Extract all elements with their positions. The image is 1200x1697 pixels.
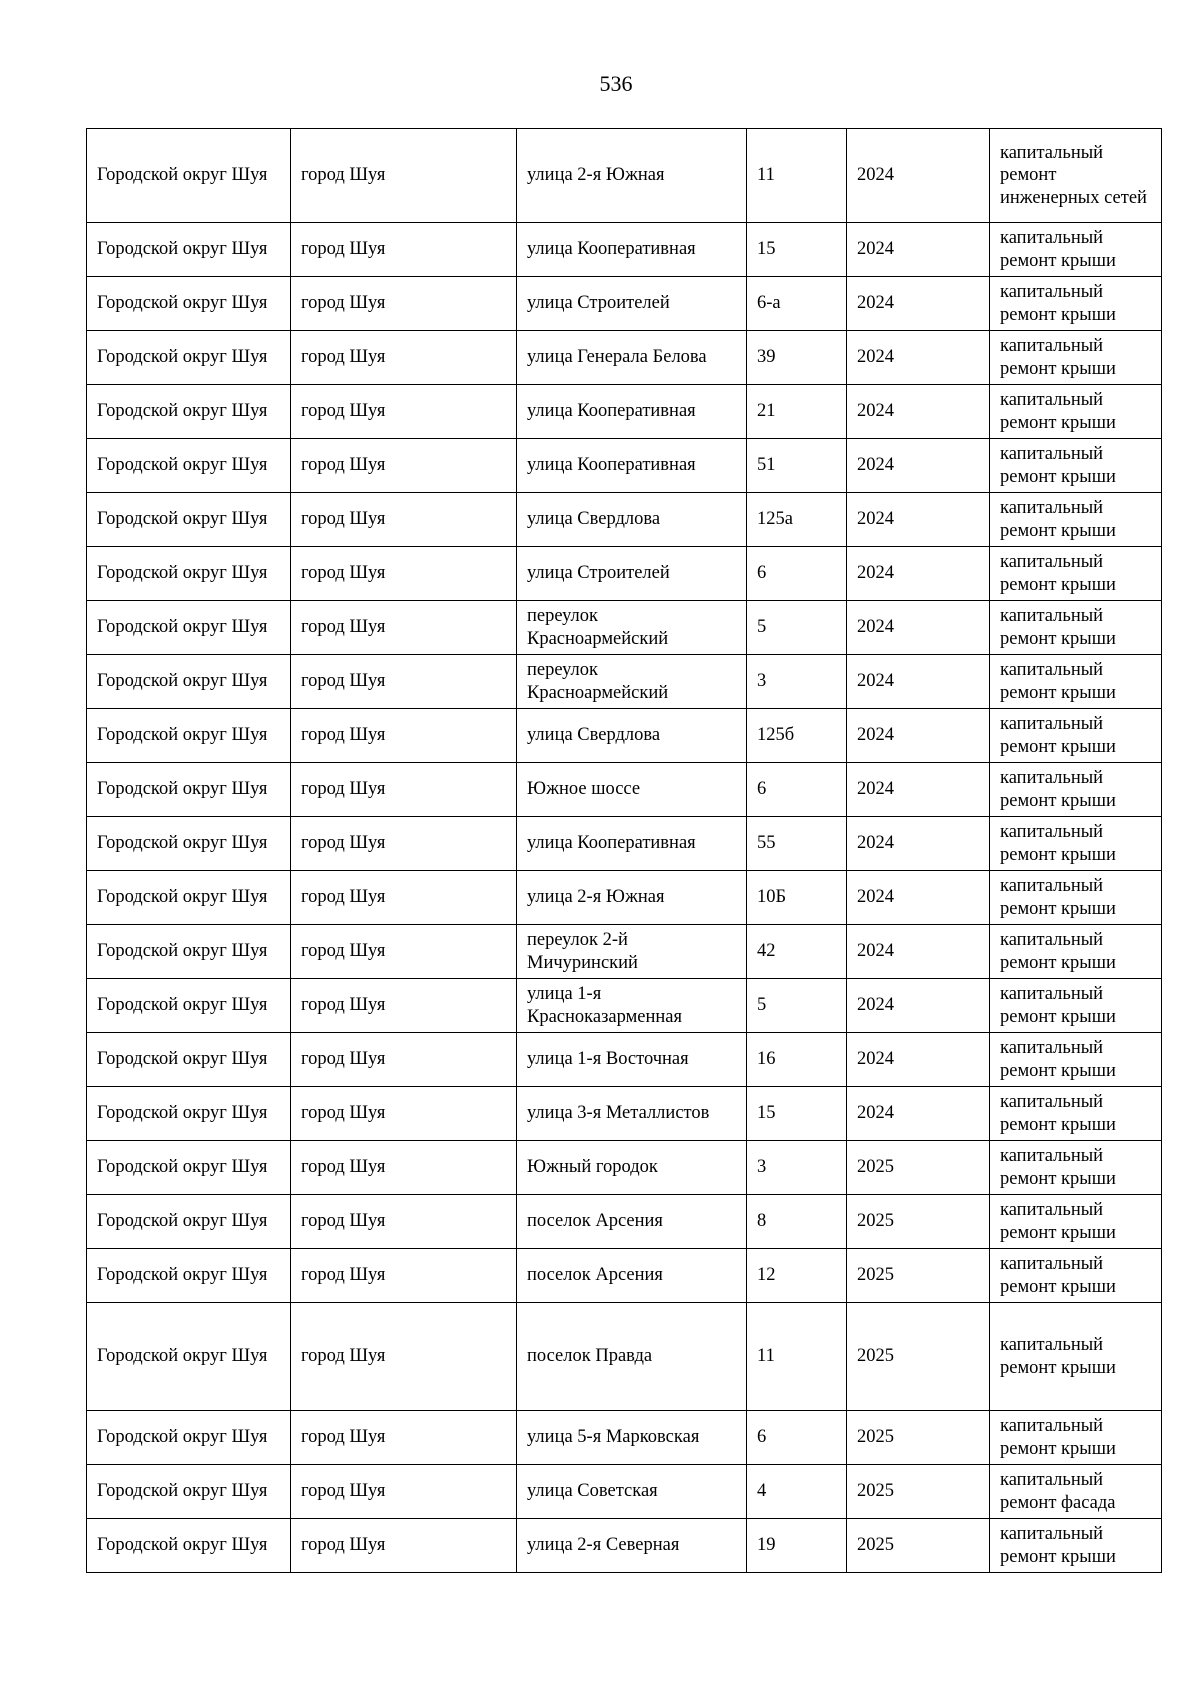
work-type-cell: капитальный ремонт крыши [990, 331, 1162, 385]
work-type-cell: капитальный ремонт крыши [990, 871, 1162, 925]
street-cell: поселок Правда [517, 1303, 747, 1411]
table-row [87, 979, 1162, 1033]
district-cell: Городской округ Шуя [87, 1465, 291, 1519]
year-cell: 2024 [847, 763, 990, 817]
street-cell: улица 5-я Марковская [517, 1411, 747, 1465]
table-row [87, 1519, 1162, 1573]
settlement-cell: город Шуя [291, 493, 517, 547]
settlement-cell: город Шуя [291, 129, 517, 223]
settlement-cell: город Шуя [291, 1195, 517, 1249]
table-row [87, 925, 1162, 979]
district-cell: Городской округ Шуя [87, 1249, 291, 1303]
year-cell: 2025 [847, 1465, 990, 1519]
work-type-cell: капитальный ремонт крыши [990, 1141, 1162, 1195]
work-type-cell: капитальный ремонт крыши [990, 1303, 1162, 1411]
street-cell: улица 1-я Красноказарменная [517, 979, 747, 1033]
district-cell: Городской округ Шуя [87, 385, 291, 439]
year-cell: 2025 [847, 1195, 990, 1249]
settlement-cell: город Шуя [291, 277, 517, 331]
house-number-cell: 10Б [747, 871, 847, 925]
work-type-cell: капитальный ремонт крыши [990, 439, 1162, 493]
settlement-cell: город Шуя [291, 1411, 517, 1465]
work-type-cell: капитальный ремонт крыши [990, 709, 1162, 763]
district-cell: Городской округ Шуя [87, 925, 291, 979]
table-row [87, 601, 1162, 655]
district-cell: Городской округ Шуя [87, 655, 291, 709]
house-number-cell: 21 [747, 385, 847, 439]
work-type-cell: капитальный ремонт крыши [990, 763, 1162, 817]
year-cell: 2025 [847, 1303, 990, 1411]
settlement-cell: город Шуя [291, 439, 517, 493]
house-number-cell: 12 [747, 1249, 847, 1303]
street-cell: улица Кооперативная [517, 439, 747, 493]
district-cell: Городской округ Шуя [87, 331, 291, 385]
table-row [87, 439, 1162, 493]
district-cell: Городской округ Шуя [87, 547, 291, 601]
year-cell: 2024 [847, 871, 990, 925]
district-cell: Городской округ Шуя [87, 709, 291, 763]
work-type-cell: капитальный ремонт крыши [990, 925, 1162, 979]
street-cell: поселок Арсения [517, 1249, 747, 1303]
year-cell: 2024 [847, 601, 990, 655]
year-cell: 2024 [847, 493, 990, 547]
street-cell: улица Свердлова [517, 493, 747, 547]
work-type-cell: капитальный ремонт крыши [990, 1411, 1162, 1465]
year-cell: 2024 [847, 709, 990, 763]
house-number-cell: 8 [747, 1195, 847, 1249]
house-number-cell: 16 [747, 1033, 847, 1087]
table-row [87, 871, 1162, 925]
year-cell: 2024 [847, 129, 990, 223]
street-cell: Южное шоссе [517, 763, 747, 817]
house-number-cell: 125а [747, 493, 847, 547]
street-cell: переулок Красноармейский [517, 601, 747, 655]
district-cell: Городской округ Шуя [87, 277, 291, 331]
house-number-cell: 5 [747, 601, 847, 655]
table-row [87, 331, 1162, 385]
table-row [87, 655, 1162, 709]
table-row [87, 1087, 1162, 1141]
district-cell: Городской округ Шуя [87, 1141, 291, 1195]
year-cell: 2024 [847, 1033, 990, 1087]
district-cell: Городской округ Шуя [87, 493, 291, 547]
work-type-cell: капитальный ремонт крыши [990, 223, 1162, 277]
street-cell: улица Строителей [517, 277, 747, 331]
settlement-cell: город Шуя [291, 817, 517, 871]
work-type-cell: капитальный ремонт крыши [990, 1195, 1162, 1249]
house-number-cell: 15 [747, 1087, 847, 1141]
year-cell: 2025 [847, 1519, 990, 1573]
house-number-cell: 6 [747, 763, 847, 817]
house-number-cell: 11 [747, 129, 847, 223]
work-type-cell: капитальный ремонт крыши [990, 493, 1162, 547]
district-cell: Городской округ Шуя [87, 223, 291, 277]
settlement-cell: город Шуя [291, 1303, 517, 1411]
work-type-cell: капитальный ремонт крыши [990, 547, 1162, 601]
repair-schedule-table [86, 128, 1162, 1573]
district-cell: Городской округ Шуя [87, 1087, 291, 1141]
street-cell: переулок 2-й Мичуринский [517, 925, 747, 979]
table-row [87, 1465, 1162, 1519]
district-cell: Городской округ Шуя [87, 871, 291, 925]
year-cell: 2025 [847, 1141, 990, 1195]
work-type-cell: капитальный ремонт крыши [990, 385, 1162, 439]
settlement-cell: город Шуя [291, 223, 517, 277]
district-cell: Городской округ Шуя [87, 1519, 291, 1573]
year-cell: 2024 [847, 331, 990, 385]
settlement-cell: город Шуя [291, 871, 517, 925]
district-cell: Городской округ Шуя [87, 817, 291, 871]
house-number-cell: 55 [747, 817, 847, 871]
house-number-cell: 5 [747, 979, 847, 1033]
table-row [87, 277, 1162, 331]
settlement-cell: город Шуя [291, 925, 517, 979]
street-cell: улица Свердлова [517, 709, 747, 763]
street-cell: улица Советская [517, 1465, 747, 1519]
settlement-cell: город Шуя [291, 655, 517, 709]
district-cell: Городской округ Шуя [87, 979, 291, 1033]
work-type-cell: капитальный ремонт крыши [990, 601, 1162, 655]
street-cell: улица Генерала Белова [517, 331, 747, 385]
year-cell: 2024 [847, 439, 990, 493]
street-cell: улица 3-я Металлистов [517, 1087, 747, 1141]
house-number-cell: 11 [747, 1303, 847, 1411]
house-number-cell: 125б [747, 709, 847, 763]
settlement-cell: город Шуя [291, 1249, 517, 1303]
table-row [87, 129, 1162, 223]
year-cell: 2024 [847, 385, 990, 439]
house-number-cell: 3 [747, 655, 847, 709]
district-cell: Городской округ Шуя [87, 1303, 291, 1411]
district-cell: Городской округ Шуя [87, 763, 291, 817]
settlement-cell: город Шуя [291, 1087, 517, 1141]
house-number-cell: 6 [747, 1411, 847, 1465]
work-type-cell: капитальный ремонт фасада [990, 1465, 1162, 1519]
work-type-cell: капитальный ремонт крыши [990, 1033, 1162, 1087]
settlement-cell: город Шуя [291, 1465, 517, 1519]
table-row [87, 763, 1162, 817]
table-row [87, 493, 1162, 547]
house-number-cell: 15 [747, 223, 847, 277]
settlement-cell: город Шуя [291, 547, 517, 601]
page-number: 536 [599, 71, 633, 96]
settlement-cell: город Шуя [291, 385, 517, 439]
settlement-cell: город Шуя [291, 331, 517, 385]
street-cell: улица 1-я Восточная [517, 1033, 747, 1087]
settlement-cell: город Шуя [291, 601, 517, 655]
year-cell: 2025 [847, 1411, 990, 1465]
year-cell: 2024 [847, 1087, 990, 1141]
house-number-cell: 42 [747, 925, 847, 979]
district-cell: Городской округ Шуя [87, 129, 291, 223]
work-type-cell: капитальный ремонт крыши [990, 655, 1162, 709]
settlement-cell: город Шуя [291, 1141, 517, 1195]
street-cell: улица Кооперативная [517, 817, 747, 871]
house-number-cell: 19 [747, 1519, 847, 1573]
table-row [87, 1411, 1162, 1465]
work-type-cell: капитальный ремонт инженерных сетей [990, 129, 1162, 223]
work-type-cell: капитальный ремонт крыши [990, 1087, 1162, 1141]
table-row [87, 1141, 1162, 1195]
house-number-cell: 6-а [747, 277, 847, 331]
house-number-cell: 51 [747, 439, 847, 493]
district-cell: Городской округ Шуя [87, 1033, 291, 1087]
table-row [87, 385, 1162, 439]
table-row [87, 1033, 1162, 1087]
table-row [87, 709, 1162, 763]
work-type-cell: капитальный ремонт крыши [990, 1249, 1162, 1303]
settlement-cell: город Шуя [291, 709, 517, 763]
street-cell: переулок Красноармейский [517, 655, 747, 709]
year-cell: 2024 [847, 979, 990, 1033]
table-body [87, 129, 1162, 1573]
year-cell: 2024 [847, 277, 990, 331]
street-cell: улица 2-я Южная [517, 871, 747, 925]
house-number-cell: 6 [747, 547, 847, 601]
year-cell: 2024 [847, 817, 990, 871]
year-cell: 2024 [847, 925, 990, 979]
table-row [87, 1249, 1162, 1303]
district-cell: Городской округ Шуя [87, 1195, 291, 1249]
settlement-cell: город Шуя [291, 979, 517, 1033]
district-cell: Городской округ Шуя [87, 601, 291, 655]
house-number-cell: 4 [747, 1465, 847, 1519]
year-cell: 2024 [847, 655, 990, 709]
year-cell: 2025 [847, 1249, 990, 1303]
house-number-cell: 39 [747, 331, 847, 385]
year-cell: 2024 [847, 223, 990, 277]
table-row [87, 817, 1162, 871]
street-cell: улица Кооперативная [517, 385, 747, 439]
work-type-cell: капитальный ремонт крыши [990, 1519, 1162, 1573]
street-cell: улица 2-я Южная [517, 129, 747, 223]
street-cell: улица 2-я Северная [517, 1519, 747, 1573]
street-cell: улица Кооперативная [517, 223, 747, 277]
settlement-cell: город Шуя [291, 1519, 517, 1573]
street-cell: Южный городок [517, 1141, 747, 1195]
house-number-cell: 3 [747, 1141, 847, 1195]
year-cell: 2024 [847, 547, 990, 601]
work-type-cell: капитальный ремонт крыши [990, 979, 1162, 1033]
table-row [87, 547, 1162, 601]
street-cell: поселок Арсения [517, 1195, 747, 1249]
district-cell: Городской округ Шуя [87, 439, 291, 493]
settlement-cell: город Шуя [291, 1033, 517, 1087]
settlement-cell: город Шуя [291, 763, 517, 817]
table-row [87, 1303, 1162, 1411]
table-row [87, 1195, 1162, 1249]
work-type-cell: капитальный ремонт крыши [990, 277, 1162, 331]
street-cell: улица Строителей [517, 547, 747, 601]
table-row [87, 223, 1162, 277]
district-cell: Городской округ Шуя [87, 1411, 291, 1465]
work-type-cell: капитальный ремонт крыши [990, 817, 1162, 871]
